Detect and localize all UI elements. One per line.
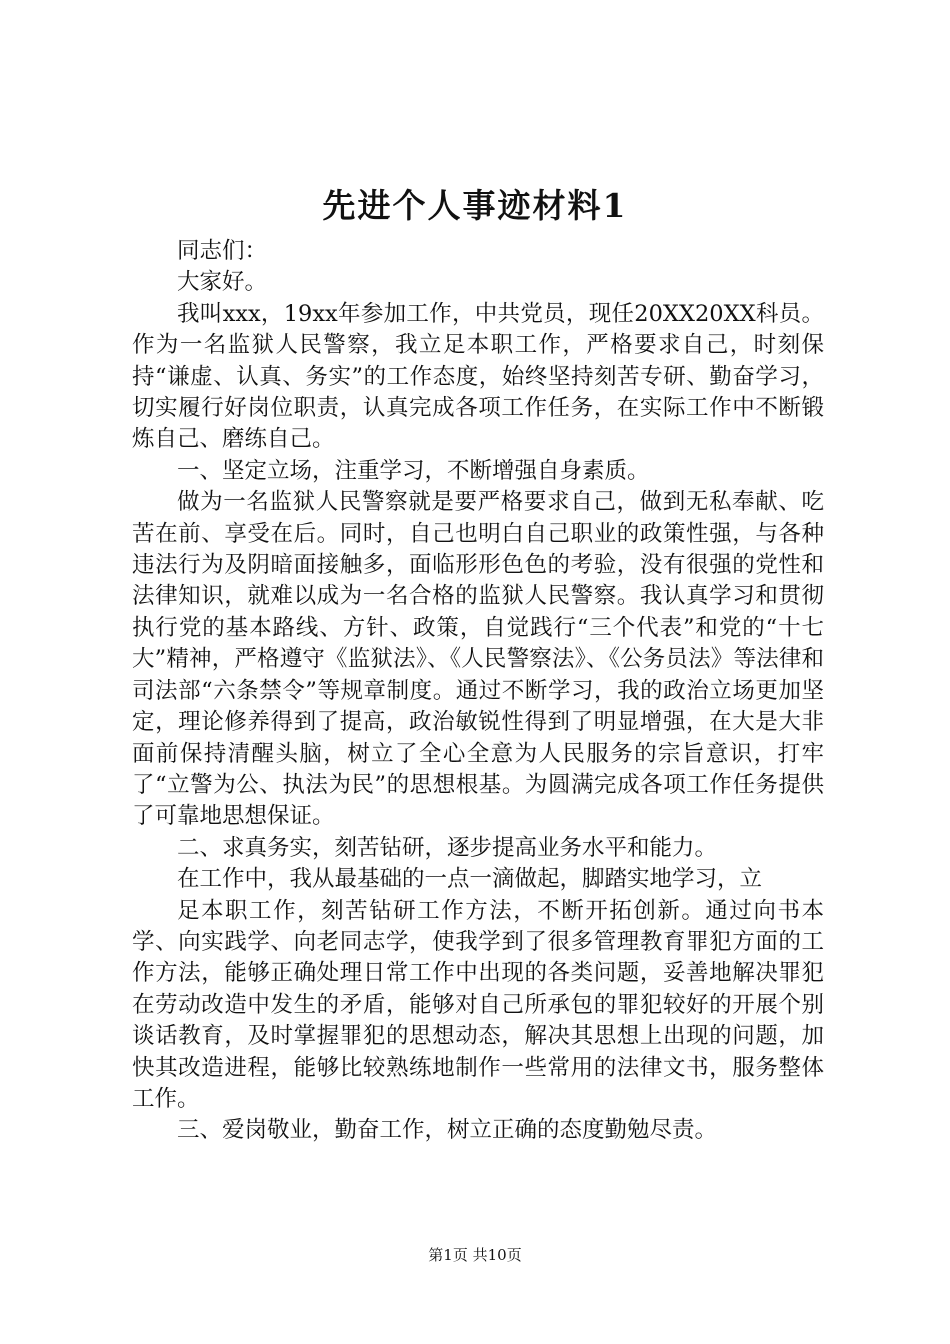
document-title: 先进个人事迹材料1 bbox=[322, 186, 628, 225]
document-body bbox=[132, 236, 824, 1147]
paragraph-section-2b: 足本职工作，刻苦钻研工作方法，不断开拓创新。通过向书本学、向实践学、向老同志学，使我学到了很多管理教育罪犯方面的工作方法，能够正确处理日常工作中出现的各类问题，妥善地解决罪犯在劳动改造中发生的矛盾，能够对自己所承包的罪犯较好的开展个别谈话教育，及时掌握罪犯的思想动态，解决其思想上出现的问题，加快其改造进程，能够比较熟练地制作一些常用的法律文书，服务整体工作。 bbox=[132, 897, 824, 1112]
paragraph-section-2a: 在工作中，我从最基础的一点一滴做起，脚踏实地学习，立 bbox=[177, 866, 763, 893]
section-heading-3: 三、爱岗敬业，勤奋工作，树立正确的态度勤勉尽责。 bbox=[177, 1117, 718, 1144]
page-footer: 第1页 共10页 bbox=[428, 1246, 522, 1264]
paragraph-section-1: 做为一名监狱人民警察就是要严格要求自己，做到无私奉献、吃苦在前、享受在后。同时，自己也明白自己职业的政策性强，与各种违法行为及阴暗面接触多，面临形形色色的考验，没有很强的党性和法律知识，就难以成为一名合格的监狱人民警察。我认真学习和贯彻执行党的基本路线、方针、政策，自觉践行“三个代表”和党的“十七大”精神，严格遵守《监狱法》、《人民警察法》、《公务员法》等法律和司法部“六条禁令”等规章制度。通过不断学习，我的政治立场更加坚定，理论修养得到了提高，政治敏锐性得到了明显增强，在大是大非面前保持清醒头脑，树立了全心全意为人民服务的宗旨意识，打牢了“立警为公、执法为民”的思想根基。为圆满完成各项工作任务提供了可靠地思想保证。 bbox=[132, 489, 824, 830]
paragraph-greeting: 同志们： bbox=[177, 238, 268, 264]
paragraph-hello: 大家好。 bbox=[177, 269, 268, 296]
paragraph-intro: 我叫xxx，19xx年参加工作，中共党员，现任20XX20XX科员。作为一名监狱人民警察，我立足本职工作，严格要求自己，时刻保持“谦虚、认真、务实”的工作态度，始终坚持刻苦专研、勤奋学习，切实履行好岗位职责，认真完成各项工作任务，在实际工作中不断锻炼自己、磨练自己。 bbox=[132, 300, 824, 453]
section-heading-1: 一、坚定立场，注重学习，不断增强自身素质。 bbox=[177, 457, 650, 484]
section-heading-2: 二、求真务实，刻苦钻研，逐步提高业务水平和能力。 bbox=[177, 834, 718, 861]
